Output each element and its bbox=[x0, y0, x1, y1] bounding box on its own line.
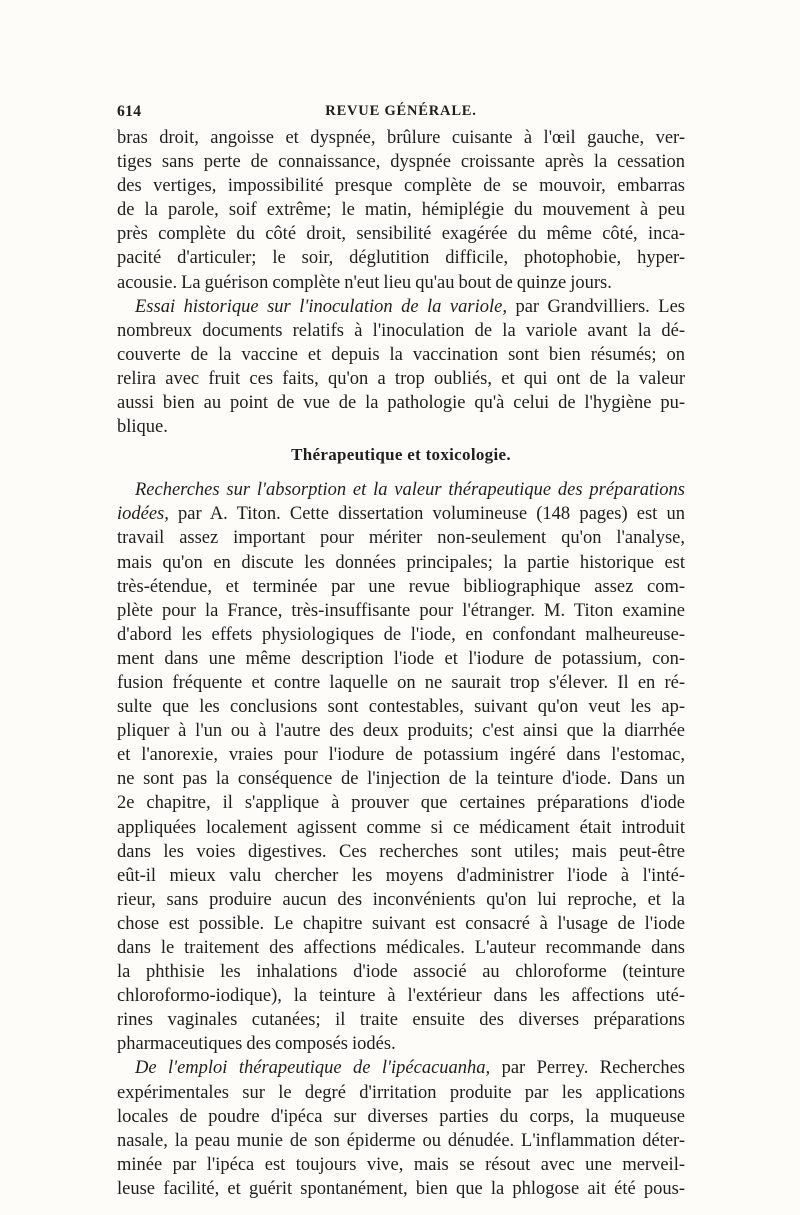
text-line: des vertiges, impossibilité presque complète de se mouvoir, embarras bbox=[117, 176, 685, 197]
text-line: nasale, la peau munie de son épiderme ou dénudée. L'inflammation déter- bbox=[117, 1130, 685, 1151]
page-number: 614 bbox=[117, 103, 142, 120]
work-title: Essai historique sur l'inoculation de la variole, bbox=[135, 296, 507, 317]
author-text: par Perrey. Recherches bbox=[490, 1058, 685, 1079]
text-line bbox=[117, 502, 685, 526]
text-line: ment dans une même description l'iode et l'iodure de potassium, con- bbox=[117, 648, 685, 669]
text-line: nombreux documents relatifs à l'inoculation de la variole avant la dé- bbox=[117, 320, 685, 341]
work-title: De l'emploi thérapeutique de l'ipécacuanha, bbox=[135, 1058, 491, 1079]
paragraph-ipecac bbox=[117, 1056, 685, 1201]
text-line: relira avec fruit ces faits, qu'on a trop oubliés, et qui ont de la valeur bbox=[117, 368, 685, 389]
paragraph-inoculation bbox=[117, 295, 685, 440]
text-line: locales de poudre d'ipéca sur diverses parties du corps, la muqueuse bbox=[117, 1106, 685, 1127]
text-line: dans le traitement des affections médicales. L'auteur recommande dans bbox=[117, 938, 685, 958]
text-line: acousie. La guérison complète n'eut lieu qu'au bout de quinze jours. bbox=[117, 272, 612, 293]
text-line bbox=[117, 1056, 685, 1080]
text-line: mais qu'on en discute les données principales; la partie historique est bbox=[117, 552, 685, 573]
text-line: tiges sans perte de connaissance, dyspnée croissante après la cessation bbox=[117, 152, 685, 173]
text-line: près complète du côté droit, sensibilité exagérée du même côté, inca- bbox=[117, 224, 685, 245]
text-line: 2e chapitre, il s'applique à prouver que certaines préparations d'iode bbox=[117, 793, 685, 814]
text-line: aussi bien au point de vue de la pathologie qu'à celui de l'hygiène pu- bbox=[117, 393, 685, 414]
work-title: Recherches sur l'absorption et la valeur thérapeutique des préparations bbox=[135, 480, 685, 501]
text-line: pliquer à l'un ou à l'autre des deux produits; c'est ainsi que la diarrhée bbox=[117, 721, 685, 742]
text-line: couverte de la vaccine et depuis la vaccination sont bien résumés; on bbox=[117, 344, 685, 365]
text-line: plète pour la France, très-insuffisante pour l'étranger. M. Titon examine bbox=[117, 600, 685, 621]
paragraph-iodine bbox=[117, 478, 685, 1056]
text-line: expérimentales sur le degré d'irritation produite par les applications bbox=[117, 1082, 685, 1103]
text-line: et l'anorexie, vraies pour l'iodure de potassium ingéré dans l'estomac, bbox=[117, 745, 685, 766]
text-line: leuse facilité, et guérit spontanément, bien que la phlogose ait été pous- bbox=[117, 1178, 685, 1199]
text-line bbox=[117, 295, 685, 319]
text-line: pharmaceutiques des composés iodés. bbox=[117, 1034, 396, 1055]
work-title-end: iodées, bbox=[117, 504, 169, 525]
text-line: la phthisie les inhalations d'iode associé au chloroforme (teinture bbox=[117, 962, 685, 983]
page-header bbox=[117, 103, 685, 127]
text-line: d'abord les effets physiologiques de l'iode, en confondant malheureuse- bbox=[117, 624, 685, 645]
text-line: ne sont pas la conséquence de l'injection de la teinture d'iode. Dans un bbox=[117, 769, 685, 790]
author-text: par Grandvilliers. Les bbox=[506, 296, 685, 317]
text-line: travail assez important pour mériter non-seulement qu'on l'analyse, bbox=[117, 528, 685, 549]
text-line: rines vaginales cutanées; il traite ensuite des diverses préparations bbox=[117, 1010, 685, 1031]
text-line: appliquées localement agissent comme si ce médicament était introduit bbox=[117, 817, 685, 838]
text-line: chloroformo-iodique), la teinture à l'extérieur dans les affections uté- bbox=[117, 986, 685, 1007]
text-line: eût-il mieux valu chercher les moyens d'administrer l'iode à l'inté- bbox=[117, 865, 685, 886]
running-title: REVUE GÉNÉRALE. bbox=[325, 103, 477, 119]
text-line bbox=[117, 478, 685, 502]
text-line: de la parole, soif extrême; le matin, hémiplégie du mouvement à peu bbox=[117, 200, 685, 221]
section-heading: Thérapeutique et toxicologie. bbox=[291, 445, 511, 465]
text-line: minée par l'ipéca est toujours vive, mais se résout avec une merveil- bbox=[117, 1154, 685, 1175]
text-line: sulte que les conclusions sont contestables, suivant qu'on veut les ap- bbox=[117, 697, 685, 718]
text-line: bras droit, angoisse et dyspnée, brûlure cuisante à l'œil gauche, ver- bbox=[117, 128, 685, 148]
text-line: chose est possible. Le chapitre suivant est consacré à l'usage de l'iode bbox=[117, 913, 685, 934]
text-line: blique. bbox=[117, 417, 168, 438]
text-line: fusion fréquente et contre laquelle on ne saurait trop s'élever. Il en ré- bbox=[117, 672, 685, 693]
text-line: très-étendue, et terminée par une revue bibliographique assez com- bbox=[117, 576, 685, 597]
text-line: dans les voies digestives. Ces recherches sont utiles; mais peut-être bbox=[117, 841, 685, 862]
paragraph-continuation bbox=[117, 126, 685, 295]
text-line: rieur, sans produire aucun des inconvénients qu'on lui reproche, et la bbox=[117, 889, 685, 910]
page-body bbox=[117, 126, 685, 1201]
text-line: pacité d'articuler; le soir, déglutition difficile, photophobie, hyper- bbox=[117, 248, 685, 269]
author-text: par A. Titon. Cette dissertation volumineuse (148 pages) est un bbox=[168, 504, 685, 525]
